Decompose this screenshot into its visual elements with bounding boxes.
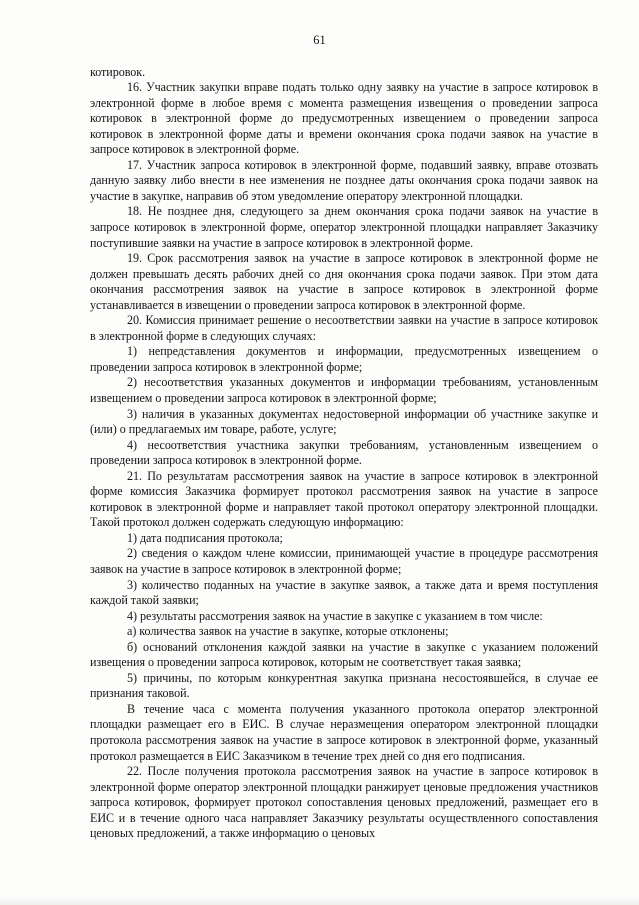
paragraph: 17. Участник запроса котировок в электронной форме, подавший заявку, вправе отозвать данную заявку либо внести в нее изменения не позднее даты окончания срока подачи заявок на участие в закупке, направив об этом уведомление оператору электронной площадки. xyxy=(90,157,598,203)
paragraph: 5) причины, по которым конкурентная закупка признана несостоявшейся, в случае ее признания таковой. xyxy=(90,670,598,701)
paragraph: 2) несоответствия указанных документов и информации требованиям, установленным извещением о проведении запроса котировок в электронной форме; xyxy=(90,375,598,405)
paragraph: 2) сведения о каждом члене комиссии, принимающей участие в процедуре рассмотрения заявок на участие в запросе котировок в электронной форме; xyxy=(90,546,598,576)
paragraph: 3) количество поданных на участие в закупке заявок, а также дата и время поступления каждой такой заявки; xyxy=(90,577,598,608)
document-body xyxy=(90,65,598,842)
paragraph: 1) дата подписания протокола; xyxy=(127,530,283,545)
paragraph: 19. Срок рассмотрения заявок на участие в запросе котировок в электронной форме не должен превышать десять рабочих дней со дня окончания срока подачи заявок. При этом дата окончания рассмотрения заявок на участие в запросе котировок в электронной форме устанавливается в извещении о проведении запроса котировок в электронной форме. xyxy=(90,251,598,312)
paragraph: а) количества заявок на участие в закупке, которые отклонены; xyxy=(127,624,449,639)
paragraph: 22. После получения протокола рассмотрения заявок на участие в запросе котировок в электронной форме оператор электронной площадки ранжирует ценовые предложения участников запроса котировок, формирует протокол сопоставления ценовых предложений, размещает его в ЕИС и в течение одного часа направляет Заказчику результаты осуществленного сопоставления ценовых предложений, а также информацию о ценовых xyxy=(90,764,598,841)
page-number: 61 xyxy=(313,33,326,47)
paragraph: котировок. xyxy=(90,64,146,79)
paragraph: 4) несоответствия участника закупки требованиям, установленным извещением о проведении запроса котировок в электронной форме. xyxy=(90,437,598,468)
paragraph: 16. Участник закупки вправе подать только одну заявку на участие в запросе котировок в электронной форме в любое время с момента размещения извещения о проведении запроса котировок в электронной форме до предусмотренных извещением о проведении запроса котировок в электронной форме даты и времени окончания срока подачи заявок на участие в запросе котировок в электронной форме. xyxy=(90,80,598,157)
paragraph: б) оснований отклонения каждой заявки на участие в закупке с указанием положений извещения о проведении запроса котировок, которым не соответствует такая заявка; xyxy=(90,639,598,670)
paragraph: 18. Не позднее дня, следующего за днем окончания срока подачи заявок на участие в запросе котировок в электронной форме, оператор электронной площадки направляет Заказчику поступившие заявки на участие в запросе котировок в электронной форме. xyxy=(90,204,598,250)
paragraph: 4) результаты рассмотрения заявок на участие в закупке с указанием в том числе: xyxy=(127,608,543,623)
paragraph: 21. По результатам рассмотрения заявок на участие в запросе котировок в электронной форме комиссия Заказчика формирует протокол рассмотрения заявок на участие в запросе котировок в электронной форме и направляет такой протокол оператору электронной площадки. Такой протокол должен содержать следующую информацию: xyxy=(90,468,598,530)
scan-edge-shadow xyxy=(0,897,639,905)
paragraph: В течение часа с момента получения указанного протокола оператор электронной площадки размещает его в ЕИС. В случае неразмещения оператором электронной площадки протокола рассмотрения заявок на участие в запросе котировок в электронной форме, указанный протокол размещается в ЕИС Заказчиком в течение трех дней со дня его подписания. xyxy=(90,701,598,763)
paragraph: 3) наличия в указанных документах недостоверной информации об участнике закупке и (или) о предлагаемых им товаре, работе, услуге; xyxy=(90,406,598,437)
paragraph: 20. Комиссия принимает решение о несоответствии заявки на участие в запросе котировок в электронной форме в следующих случаях: xyxy=(90,313,598,343)
paragraph: 1) непредставления документов и информации, предусмотренных извещением о проведении запроса котировок в электронной форме; xyxy=(90,344,598,374)
